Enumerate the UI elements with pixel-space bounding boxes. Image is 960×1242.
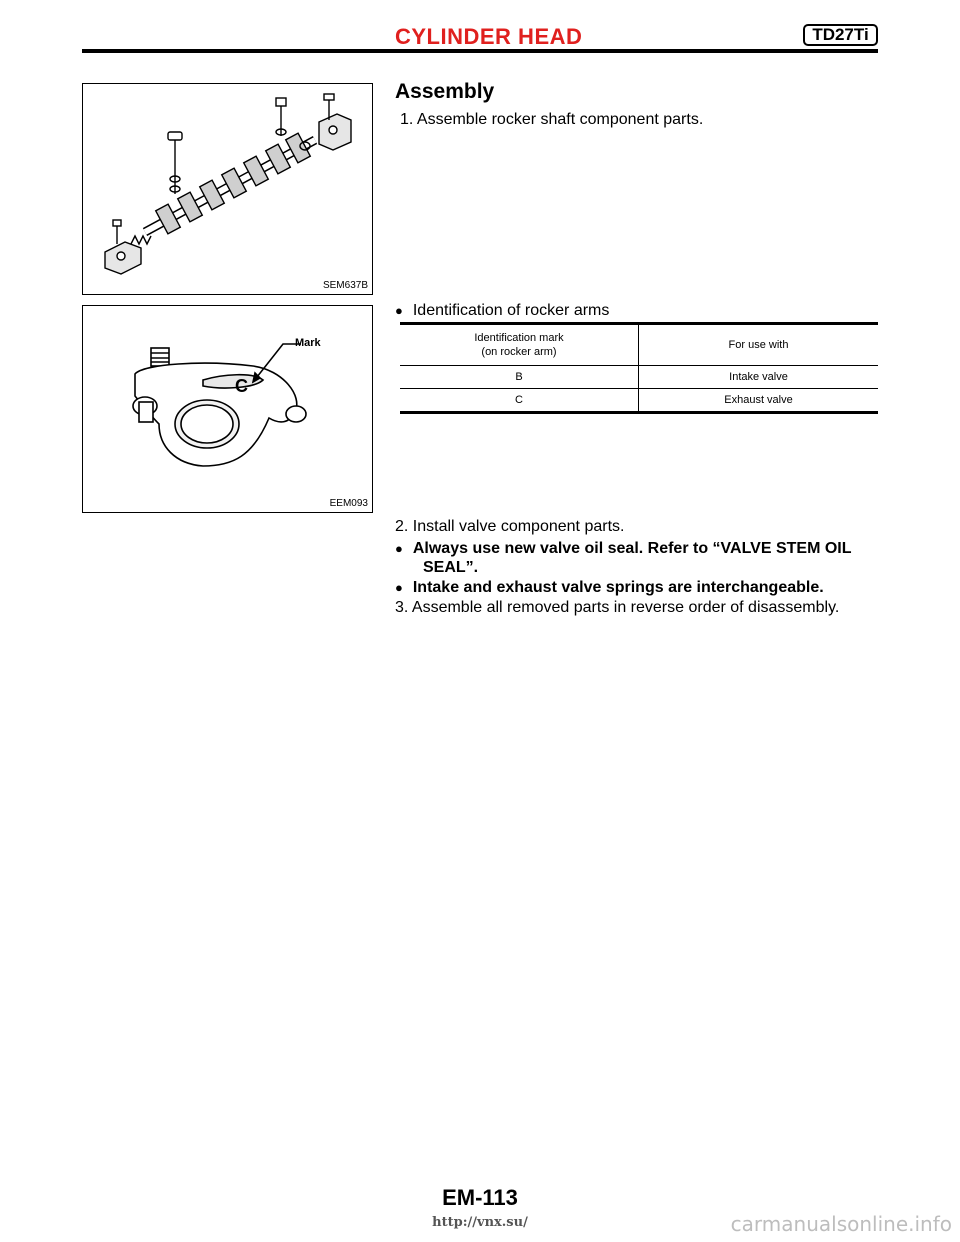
step-2: 2. Install valve component parts. (395, 518, 625, 535)
table-header-use: For use with (639, 324, 879, 366)
watermark: carmanualsonline.info (730, 1212, 952, 1236)
model-badge: TD27Ti (803, 24, 878, 46)
step-1: 1. Assemble rocker shaft component parts. (400, 111, 704, 128)
table-cell-use: Exhaust valve (639, 389, 879, 413)
footer-link[interactable]: http://vnx.su/ (432, 1215, 528, 1230)
table-cell-mark: C (400, 389, 639, 413)
mark-label: Mark (295, 337, 321, 349)
table-cell-mark: B (400, 366, 639, 389)
bullet-icon: ● (395, 580, 403, 595)
table-header-mark: Identification mark (on rocker arm) (400, 324, 639, 366)
section-header-title: CYLINDER HEAD (395, 24, 583, 49)
bullet-identification (395, 301, 609, 320)
section-title: Assembly (395, 80, 495, 103)
table-row (400, 366, 878, 389)
identification-table (400, 322, 878, 414)
table-header-row (400, 324, 878, 366)
step-3: 3. Assemble all removed parts in reverse order of disassembly. (395, 599, 840, 616)
figure-rocker-shaft (82, 83, 373, 295)
table-cell-use: Intake valve (639, 366, 879, 389)
figure-code: SEM637B (322, 280, 368, 291)
page-number: EM-113 (442, 1185, 518, 1210)
mark-letter-label: C (235, 376, 248, 396)
rocker-shaft-illustration (83, 84, 372, 294)
bullet-identification-text: Identification of rocker arms (412, 302, 610, 319)
table-row (400, 389, 878, 413)
figure-rocker-arm (82, 305, 373, 513)
note-valve-springs: ● Intake and exhaust valve springs are interchangeable. (395, 579, 824, 596)
bullet-icon: ● (395, 303, 403, 318)
note-valve-oil-seal: ● Always use new valve oil seal. Refer to “VALVE STEM OIL SEAL”. (395, 540, 852, 576)
rocker-arm-illustration (83, 306, 372, 512)
header-rule (82, 49, 878, 53)
bullet-icon: ● (395, 541, 403, 556)
figure-code: EEM093 (329, 498, 368, 509)
